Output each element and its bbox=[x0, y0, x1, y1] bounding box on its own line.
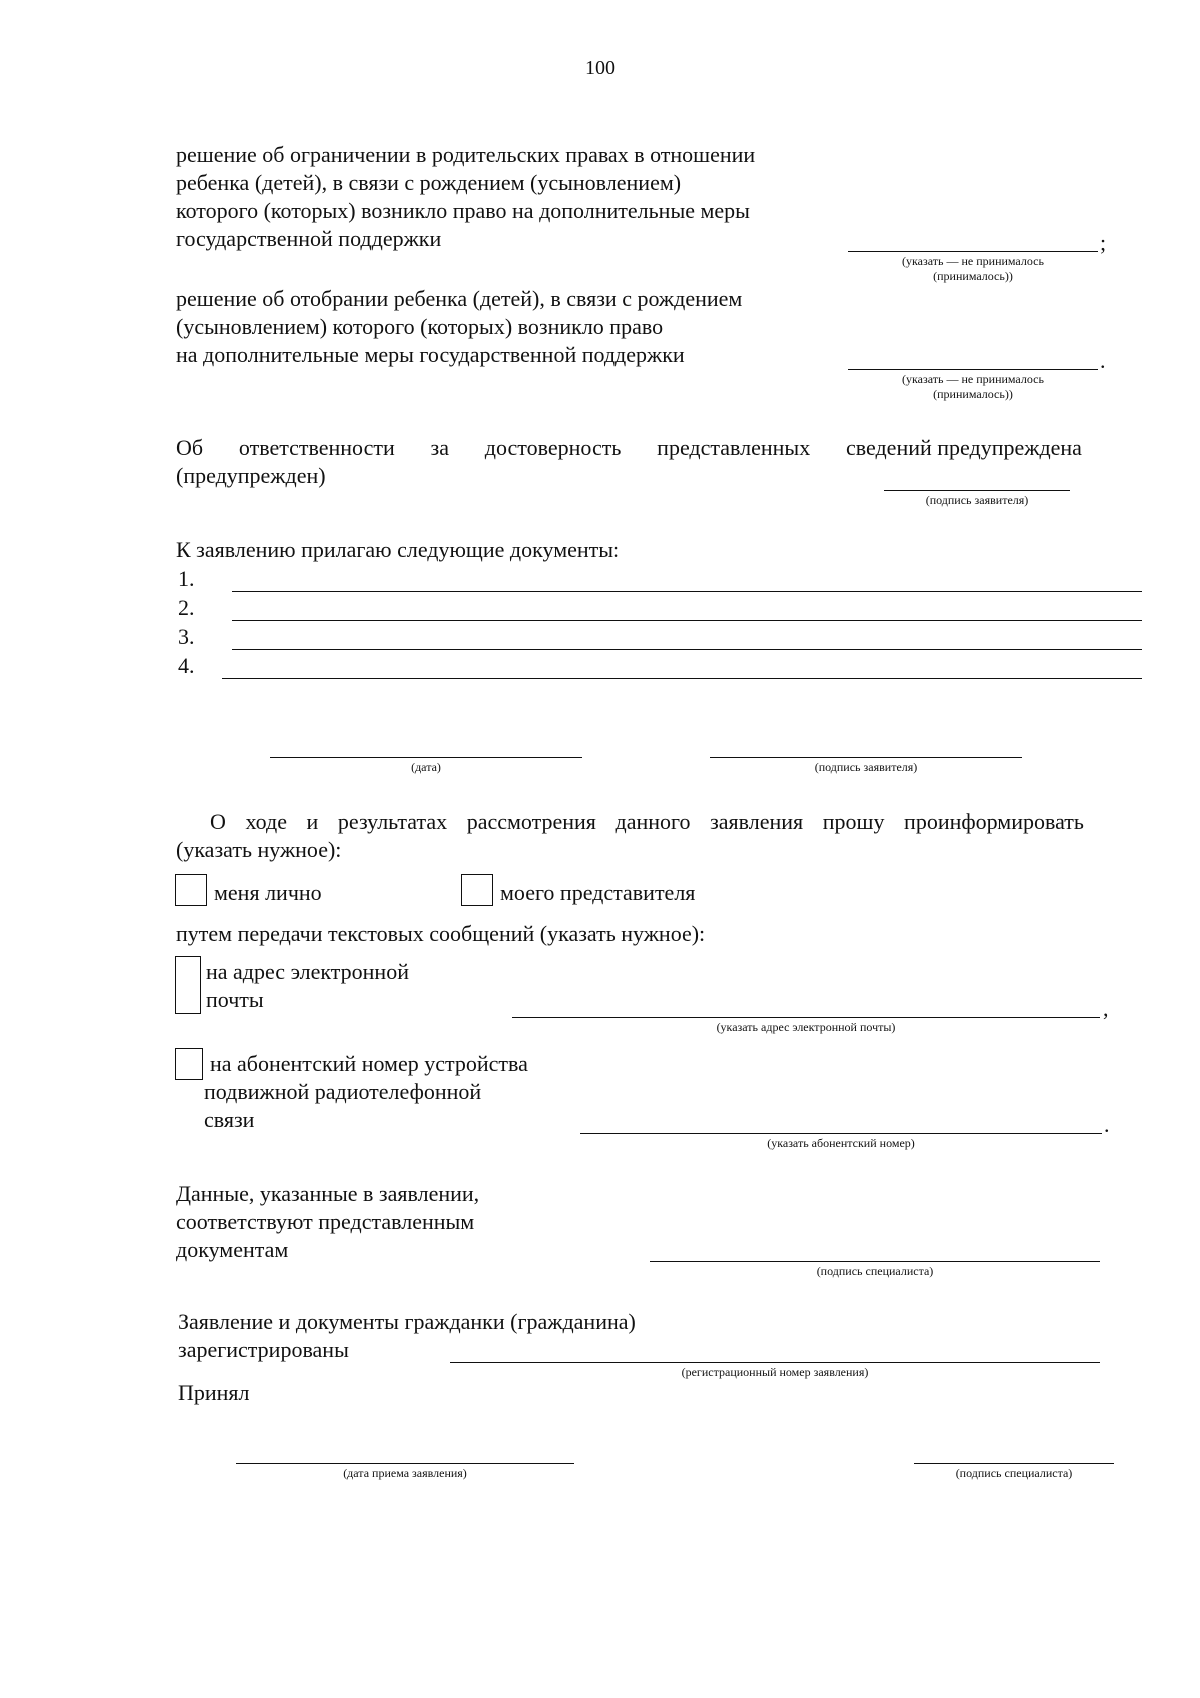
removal-line-3: на дополнительные меры государственной поддержки bbox=[176, 342, 685, 367]
email-caption: (указать адрес электронной почты) bbox=[716, 1020, 896, 1034]
attachment-number-2: 2. bbox=[178, 595, 195, 620]
page-number: 100 bbox=[585, 57, 615, 79]
applicant-signature-caption-2: (подпись заявителя) bbox=[814, 760, 918, 774]
acceptance-date-line[interactable] bbox=[236, 1463, 574, 1464]
option-representative-label: моего представителя bbox=[500, 880, 696, 905]
restriction-line-4: государственной поддержки bbox=[176, 226, 442, 251]
removal-end-mark: . bbox=[1100, 348, 1106, 373]
attachment-number-4: 4. bbox=[178, 653, 195, 678]
inform-word-7: заявления bbox=[710, 809, 804, 834]
checkbox-phone[interactable] bbox=[175, 1048, 203, 1080]
checkbox-representative[interactable] bbox=[461, 874, 493, 906]
restriction-line-2: ребенка (детей), в связи с рождением (усыновлением) bbox=[176, 170, 682, 195]
option-personal-label: меня лично bbox=[214, 880, 322, 905]
phone-label bbox=[204, 1050, 528, 1134]
phone-label-line-3: связи bbox=[204, 1107, 255, 1132]
restriction-end-mark: ; bbox=[1100, 230, 1107, 255]
registration-number-caption: (регистрационный номер заявления) bbox=[681, 1365, 869, 1379]
accepted-label: Принял bbox=[178, 1380, 250, 1405]
removal-block bbox=[176, 285, 742, 369]
removal-line-1: решение об отобрании ребенка (детей), в связи с рождением bbox=[176, 286, 743, 311]
responsibility-word-4: достоверность bbox=[484, 435, 622, 460]
specialist-signature-caption-2: (подпись специалиста) bbox=[955, 1466, 1073, 1480]
email-input-line[interactable] bbox=[512, 1017, 1100, 1018]
specialist-signature-line-1[interactable] bbox=[650, 1261, 1100, 1262]
verification-block bbox=[176, 1180, 479, 1264]
restriction-line-3: которого (которых) возникло право на дополнительные меры bbox=[176, 198, 750, 223]
registration-line-2: зарегистрированы bbox=[178, 1337, 349, 1362]
phone-label-line-2: подвижной радиотелефонной bbox=[204, 1079, 482, 1104]
restriction-block bbox=[176, 141, 755, 253]
checkbox-personal[interactable] bbox=[175, 874, 207, 906]
restriction-caption-line-1: (указать — не принималось bbox=[902, 254, 1044, 268]
attachment-number-1: 1. bbox=[178, 566, 195, 591]
registration-line-1: Заявление и документы гражданки (гражданина) bbox=[178, 1309, 636, 1334]
removal-caption bbox=[848, 372, 1098, 402]
phone-end-mark: . bbox=[1104, 1112, 1110, 1137]
specialist-signature-line-2[interactable] bbox=[914, 1463, 1114, 1464]
inform-word-9: проинформировать bbox=[904, 809, 1084, 834]
email-label bbox=[206, 958, 409, 1014]
verification-line-1: Данные, указанные в заявлении, bbox=[176, 1181, 480, 1206]
removal-caption-line-1: (указать — не принималось bbox=[902, 372, 1044, 386]
inform-word-8: прошу bbox=[822, 809, 885, 834]
removal-line-2: (усыновлением) которого (которых) возникло право bbox=[176, 314, 664, 339]
via-text-messages: путем передачи текстовых сообщений (указать нужное): bbox=[176, 921, 706, 946]
verification-line-2: соответствуют представленным bbox=[176, 1209, 475, 1234]
inform-word-4: результатах bbox=[337, 809, 448, 834]
checkbox-email[interactable] bbox=[175, 956, 201, 1014]
responsibility-word-3: за bbox=[430, 435, 450, 460]
attachment-line-1[interactable] bbox=[232, 591, 1142, 592]
removal-answer-line[interactable] bbox=[848, 369, 1098, 370]
acceptance-date-caption: (дата приема заявления) bbox=[343, 1466, 467, 1480]
attachment-line-2[interactable] bbox=[232, 620, 1142, 621]
date-caption: (дата) bbox=[411, 760, 441, 774]
registration-number-line[interactable] bbox=[450, 1362, 1100, 1363]
restriction-caption-line-2: (принималось)) bbox=[933, 269, 1013, 283]
restriction-caption bbox=[848, 254, 1098, 284]
restriction-line-1: решение об ограничении в родительских правах в отношении bbox=[176, 142, 756, 167]
attachments-heading: К заявлению прилагаю следующие документы: bbox=[176, 537, 620, 562]
phone-input-line[interactable] bbox=[580, 1133, 1102, 1134]
attachment-line-4[interactable] bbox=[222, 678, 1142, 679]
email-label-line-1: на адрес электронной bbox=[206, 959, 409, 984]
applicant-signature-caption-1: (подпись заявителя) bbox=[925, 493, 1029, 507]
attachment-number-3: 3. bbox=[178, 624, 195, 649]
applicant-signature-line-1[interactable] bbox=[884, 490, 1070, 491]
inform-line-1 bbox=[210, 808, 1084, 836]
inform-word-5: рассмотрения bbox=[466, 809, 596, 834]
responsibility-line-1 bbox=[176, 434, 1082, 462]
inform-line-2: (указать нужное): bbox=[176, 837, 342, 862]
removal-caption-line-2: (принималось)) bbox=[933, 387, 1013, 401]
responsibility-word-1: Об bbox=[176, 435, 204, 460]
specialist-signature-caption-1: (подпись специалиста) bbox=[816, 1264, 934, 1278]
applicant-signature-line-2[interactable] bbox=[710, 757, 1022, 758]
inform-word-2: ходе bbox=[245, 809, 287, 834]
attachment-line-3[interactable] bbox=[232, 649, 1142, 650]
date-line[interactable] bbox=[270, 757, 582, 758]
restriction-answer-line[interactable] bbox=[848, 251, 1098, 252]
inform-word-6: данного bbox=[615, 809, 691, 834]
email-end-mark: , bbox=[1103, 996, 1109, 1021]
phone-caption: (указать абонентский номер) bbox=[767, 1136, 915, 1150]
phone-label-line-1: на абонентский номер устройства bbox=[210, 1051, 528, 1076]
responsibility-word-2: ответственности bbox=[238, 435, 395, 460]
responsibility-line-2: (предупрежден) bbox=[176, 463, 326, 488]
responsibility-word-6: сведений предупреждена bbox=[845, 435, 1082, 460]
email-label-line-2: почты bbox=[206, 987, 264, 1012]
responsibility-word-5: представленных bbox=[657, 435, 811, 460]
verification-line-3: документам bbox=[176, 1237, 289, 1262]
inform-word-3: и bbox=[306, 809, 319, 834]
inform-word-1: О bbox=[210, 809, 226, 834]
